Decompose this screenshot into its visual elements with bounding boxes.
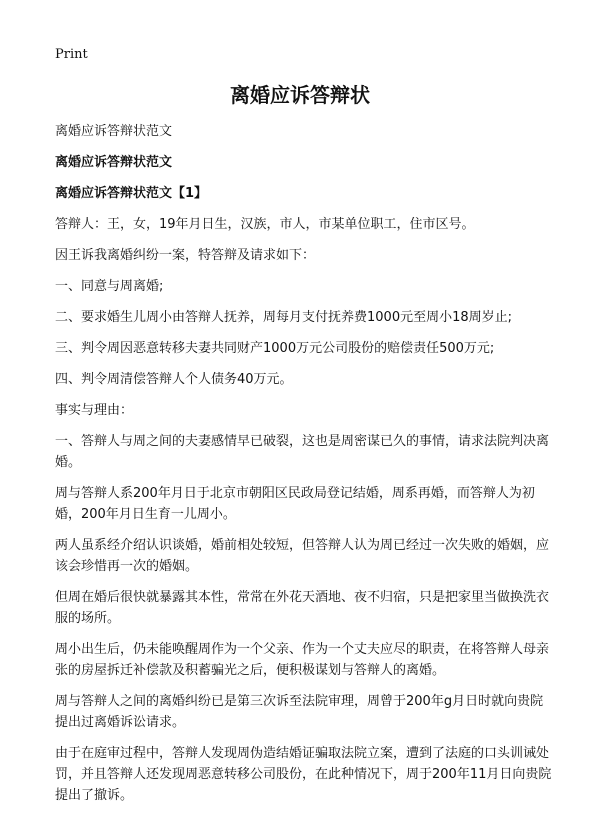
paragraph: 事实与理由： bbox=[55, 403, 134, 418]
paragraph: 周与答辩人之间的离婚纠纷已是第三次诉至法院审理，周曾于200年g月日时就向贵院提出过离婚诉讼请求。 bbox=[55, 694, 544, 730]
document-body bbox=[55, 121, 553, 806]
page-title: 离婚应诉答辩状 bbox=[230, 83, 370, 107]
paragraph-heading: 离婚应诉答辩状范文 bbox=[55, 155, 173, 170]
paragraph: 一、同意与周离婚; bbox=[55, 279, 164, 294]
paragraph: 一、答辩人与周之间的夫妻感情早已破裂，这也是周密谋已久的事情，请求法院判决离婚。 bbox=[55, 434, 550, 470]
paragraph-heading-1: 离婚应诉答辩状范文【1】 bbox=[55, 186, 208, 201]
paragraph: 因王诉我离婚纠纷一案，特答辩及请求如下： bbox=[55, 248, 316, 263]
paragraph: 周小出生后，仍未能唤醒周作为一个父亲、作为一个丈夫应尽的职责，在将答辩人母亲张的房屋拆迁补偿款及积蓄骗光之后，便积极谋划与答辩人的离婚。 bbox=[55, 642, 550, 678]
paragraph: 周与答辩人系200年月日于北京市朝阳区民政局登记结婚，周系再婚，而答辩人为初婚，200年月日生育一儿周小。 bbox=[55, 486, 535, 522]
paragraph: 二、要求婚生儿周小由答辩人抚养，周每月支付抚养费1000元至周小18周岁止; bbox=[55, 310, 513, 325]
print-link[interactable]: Print bbox=[55, 47, 88, 62]
paragraph: 但周在婚后很快就暴露其本性，常常在外花天酒地、夜不归宿，只是把家里当做换洗衣服的场所。 bbox=[55, 590, 550, 626]
paragraph: 由于在庭审过程中，答辩人发现周伪造结婚证骗取法院立案，遭到了法庭的口头训诫处罚，并且答辩人还发现周恶意转移公司股份，在此种情况下，周于200年11月日向贵院提出了撤诉。 bbox=[55, 746, 552, 803]
paragraph: 四、判令周清偿答辩人个人债务40万元。 bbox=[55, 372, 293, 387]
paragraph: 答辩人：王，女，19年月日生，汉族，市人，市某单位职工，住市区号。 bbox=[55, 217, 475, 232]
paragraph: 三、判令周因恶意转移夫妻共同财产1000万元公司股份的赔偿责任500万元; bbox=[55, 341, 495, 356]
paragraph: 两人虽系经介绍认识谈婚，婚前相处较短，但答辩人认为周已经过一次失败的婚姻，应该会珍惜再一次的婚姻。 bbox=[55, 538, 550, 574]
paragraph-subtitle: 离婚应诉答辩状范文 bbox=[55, 124, 173, 139]
